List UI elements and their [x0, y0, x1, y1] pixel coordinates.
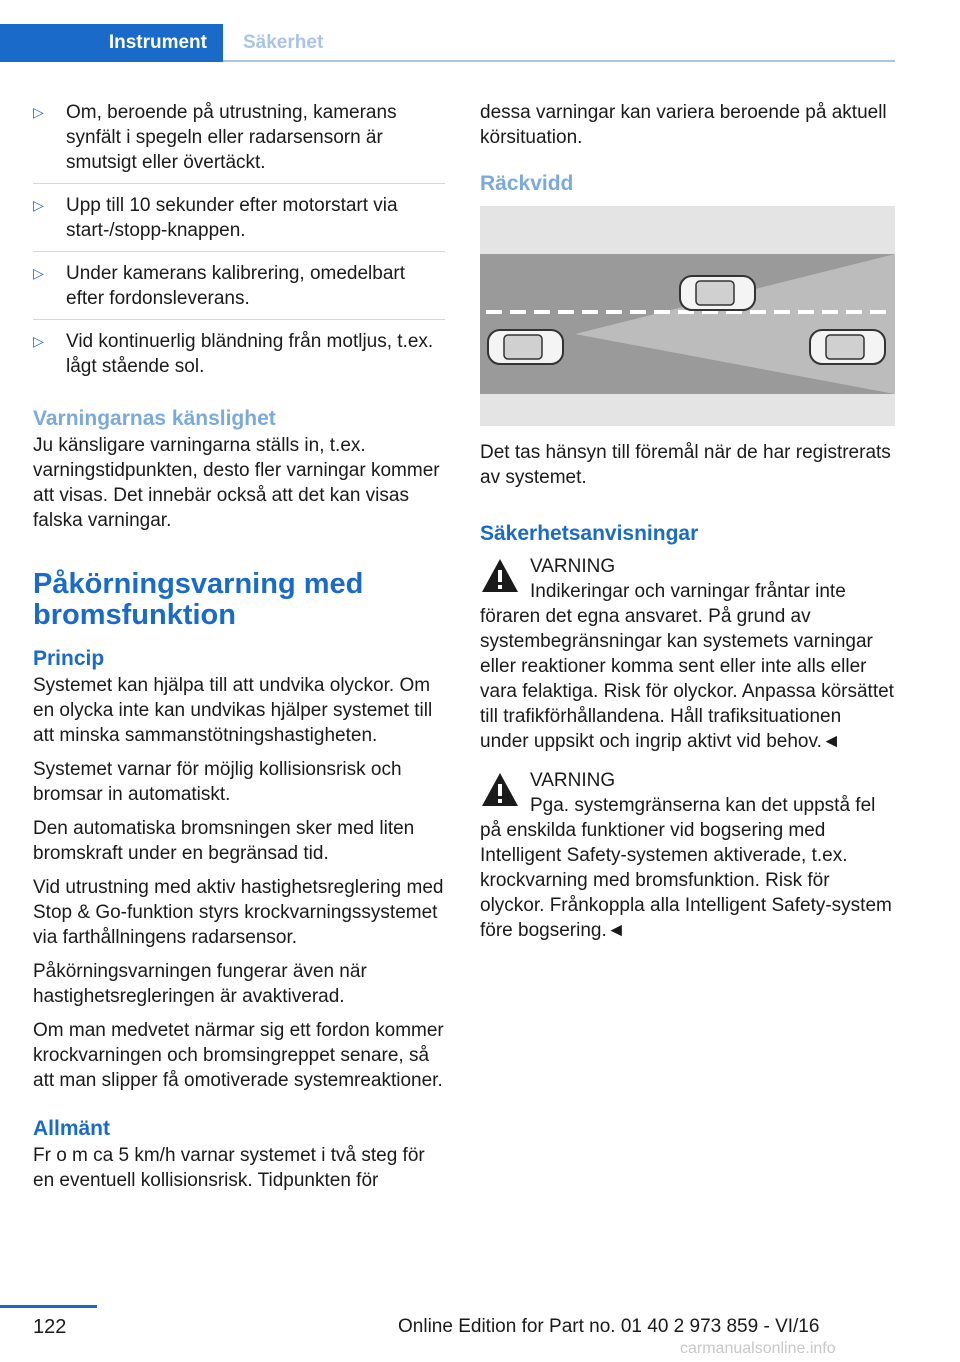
principle-paragraph: Om man medvetet närmar sig ett fordon kommer krockvarningen och bromsingreppet senare, så att man slipper få omotiverade systemreaktioner. — [33, 1020, 444, 1091]
range-caption: Det tas hänsyn till föremål när de har registrerats av systemet. — [480, 442, 891, 488]
principle-paragraph: Den automatiska bromsningen sker med liten bromskraft under en begränsad tid. — [33, 818, 415, 864]
watermark: carmanualsonline.info — [680, 1340, 836, 1357]
warning-first-line: Indikeringar och varningar fråntar inte — [530, 581, 846, 602]
warning-label: VARNING — [530, 770, 616, 791]
warning-triangle-icon — [480, 770, 520, 810]
warning-text: på enskilda funktioner vid bogsering med Intelligent Safety-systemen aktiverade, t.ex. krockvarning med bromsfunktion. Risk för olyckor. Frånkoppla alla Intelligent Safety-system före bogsering.◄ — [480, 820, 892, 941]
principle-heading: Princip — [33, 647, 105, 670]
left-column — [33, 100, 445, 1202]
triangle-bullet-icon: ▷ — [33, 197, 44, 213]
principle-paragraph: Vid utrustning med aktiv hastighetsreglering med Stop & Go-funktion styrs krockvarningssystemet via farthållningens radarsensor. — [33, 877, 444, 948]
range-illustration — [480, 206, 895, 426]
general-heading: Allmänt — [33, 1117, 111, 1140]
sensitivity-text: Ju känsligare varningarna ställs in, t.ex. varningstidpunkten, desto fler varningar kommer att visas. Det innebär också att det kan visas falska varningar. — [33, 435, 440, 531]
warning-triangle-icon — [480, 556, 520, 596]
condition-list — [33, 100, 445, 387]
list-item: ▷ Under kamerans kalibrering, omedelbart efter fordonsleverans. — [33, 261, 445, 320]
warning-label: VARNING — [530, 556, 616, 577]
header-divider — [223, 60, 895, 62]
tab-instrument[interactable]: Instrument — [0, 24, 223, 62]
header-tab-bar — [0, 0, 960, 62]
sensitivity-heading: Varningarnas känslighet — [33, 407, 276, 430]
section-title: Påkörningsvarning med bromsfunktion — [33, 568, 364, 631]
general-text: Fr o m ca 5 km/h varnar systemet i två steg för en eventuell kollisionsrisk. Tidpunkten för — [33, 1145, 425, 1191]
list-item: ▷ Upp till 10 sekunder efter motorstart via start-/stopp-knappen. — [33, 193, 445, 252]
range-heading: Räckvidd — [480, 172, 574, 195]
edition-text: Online Edition for Part no. 01 40 2 973 859 - VI/16 — [398, 1316, 820, 1337]
continued-text: dessa varningar kan variera beroende på aktuell körsituation. — [480, 102, 887, 148]
triangle-bullet-icon: ▷ — [33, 333, 44, 349]
warning-first-line: Pga. systemgränserna kan det uppstå fel — [530, 795, 876, 816]
triangle-bullet-icon: ▷ — [33, 265, 44, 281]
footer-accent-line — [0, 1305, 97, 1308]
list-item: ▷ Vid kontinuerlig bländning från motljus, t.ex. lågt stående sol. — [33, 331, 434, 377]
safety-heading: Säkerhetsanvisningar — [480, 522, 699, 545]
principle-paragraph: Systemet varnar för möjlig kollisionsrisk och bromsar in automatiskt. — [33, 759, 402, 805]
principle-paragraph: Påkörningsvarningen fungerar även när hastighetsregleringen är avaktiverad. — [33, 961, 367, 1007]
principle-paragraph: Systemet kan hjälpa till att undvika olyckor. Om en olycka inte kan undvikas hjälper systemet till att minska sammanstötningshastigheten. — [33, 675, 433, 746]
page-number: 122 — [33, 1316, 67, 1338]
warning-text: föraren det egna ansvaret. På grund av systembegränsningar kan systemets varningar eller reaktioner komma sent eller inte alls eller vara felaktiga. Risk för olyckor. Anpassa körsättet till trafikförhållandena. Håll trafiksituationen under uppsikt och ingrip aktivt vid behov.◄ — [480, 606, 894, 752]
warning-block — [480, 768, 895, 943]
tab-sakerhet[interactable]: Säkerhet — [243, 32, 324, 53]
triangle-bullet-icon: ▷ — [33, 104, 44, 120]
list-item: ▷ Om, beroende på utrustning, kamerans synfält i spegeln eller radarsensorn är smutsigt eller övertäckt. — [33, 100, 445, 184]
car-ahead-left-icon — [680, 276, 755, 310]
car-ahead-same-lane-icon — [810, 330, 885, 364]
right-column — [480, 100, 895, 943]
warning-block — [480, 554, 895, 754]
car-ego-icon — [488, 330, 563, 364]
